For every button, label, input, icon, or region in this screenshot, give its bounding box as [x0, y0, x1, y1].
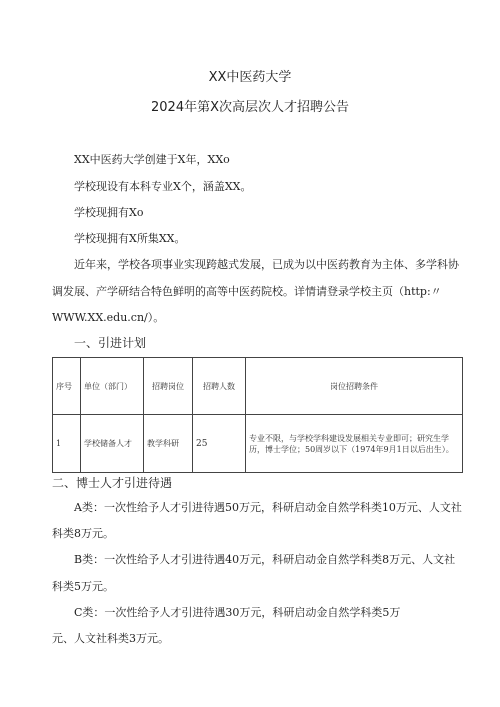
- intro-paragraph-5-line-2: 调发展、产学研结合特色鲜明的高等中医药院校。详情请登录学校主页（http:〃: [52, 285, 442, 298]
- benefit-b-line-2: 科类5万元。: [52, 580, 114, 593]
- document-title-announcement: 2024年第X次高层次人才招聘公告: [151, 100, 349, 115]
- table-row: [53, 415, 463, 473]
- section-heading-recruitment-plan: 一、引进计划: [74, 336, 147, 350]
- table-header-cell: 招聘人数: [193, 358, 246, 415]
- intro-paragraph-2: 学校现设有本科专业X个，涵盖XX。: [74, 180, 252, 193]
- intro-paragraph-3: 学校现拥有Xo: [74, 206, 144, 219]
- table-header-cell: 单位（部门）: [81, 358, 144, 415]
- intro-paragraph-4: 学校现拥有X所集XX。: [74, 232, 186, 245]
- conditions-cell: 专业不限，与学校学科建设发展相关专业即可；研究生学历，博士学位；50周岁以下（1974年9月1日以后出生）。: [246, 415, 463, 473]
- intro-paragraph-5-line-3: WWW.XX.edu.cn/）。: [52, 311, 165, 324]
- document-title-university: XX中医药大学: [208, 70, 292, 85]
- table-header-cell: 招聘岗位: [144, 358, 193, 415]
- benefit-b-line-1: B类：一次性给予人才引进待遇40万元，科研启动金自然学科类8万元、人文社: [74, 553, 456, 566]
- benefit-a-line-1: A类：一次性给予人才引进待遇50万元，科研启动金自然学科类10万元、人文社: [74, 501, 462, 514]
- benefit-a-line-2: 科类8万元。: [52, 527, 114, 540]
- unit-cell: 学校储备人才: [81, 415, 144, 473]
- table-header-row: [53, 358, 463, 415]
- intro-paragraph-1: XX中医药大学创建于X年，XXo: [74, 153, 230, 166]
- table-header-cell: 岗位招聘条件: [246, 358, 463, 415]
- count-cell: 25: [193, 415, 246, 473]
- post-cell: 教学科研: [144, 415, 193, 473]
- row-number-cell: 1: [53, 415, 81, 473]
- table-header-cell: 序号: [53, 358, 81, 415]
- recruitment-plan-table: [52, 357, 463, 473]
- intro-paragraph-5-line-1: 近年来，学校各项事业实现跨越式发展，已成为以中医药教育为主体、多学科协: [74, 258, 459, 271]
- benefit-c-line-2: 元、人文社科类3万元。: [52, 632, 169, 645]
- section-heading-doctoral-benefits: 二、博士人才引进待遇: [52, 476, 173, 490]
- benefit-c-line-1: C类：一次性给予人才引进待遇30万元，科研启动金自然学科类5万: [74, 606, 401, 619]
